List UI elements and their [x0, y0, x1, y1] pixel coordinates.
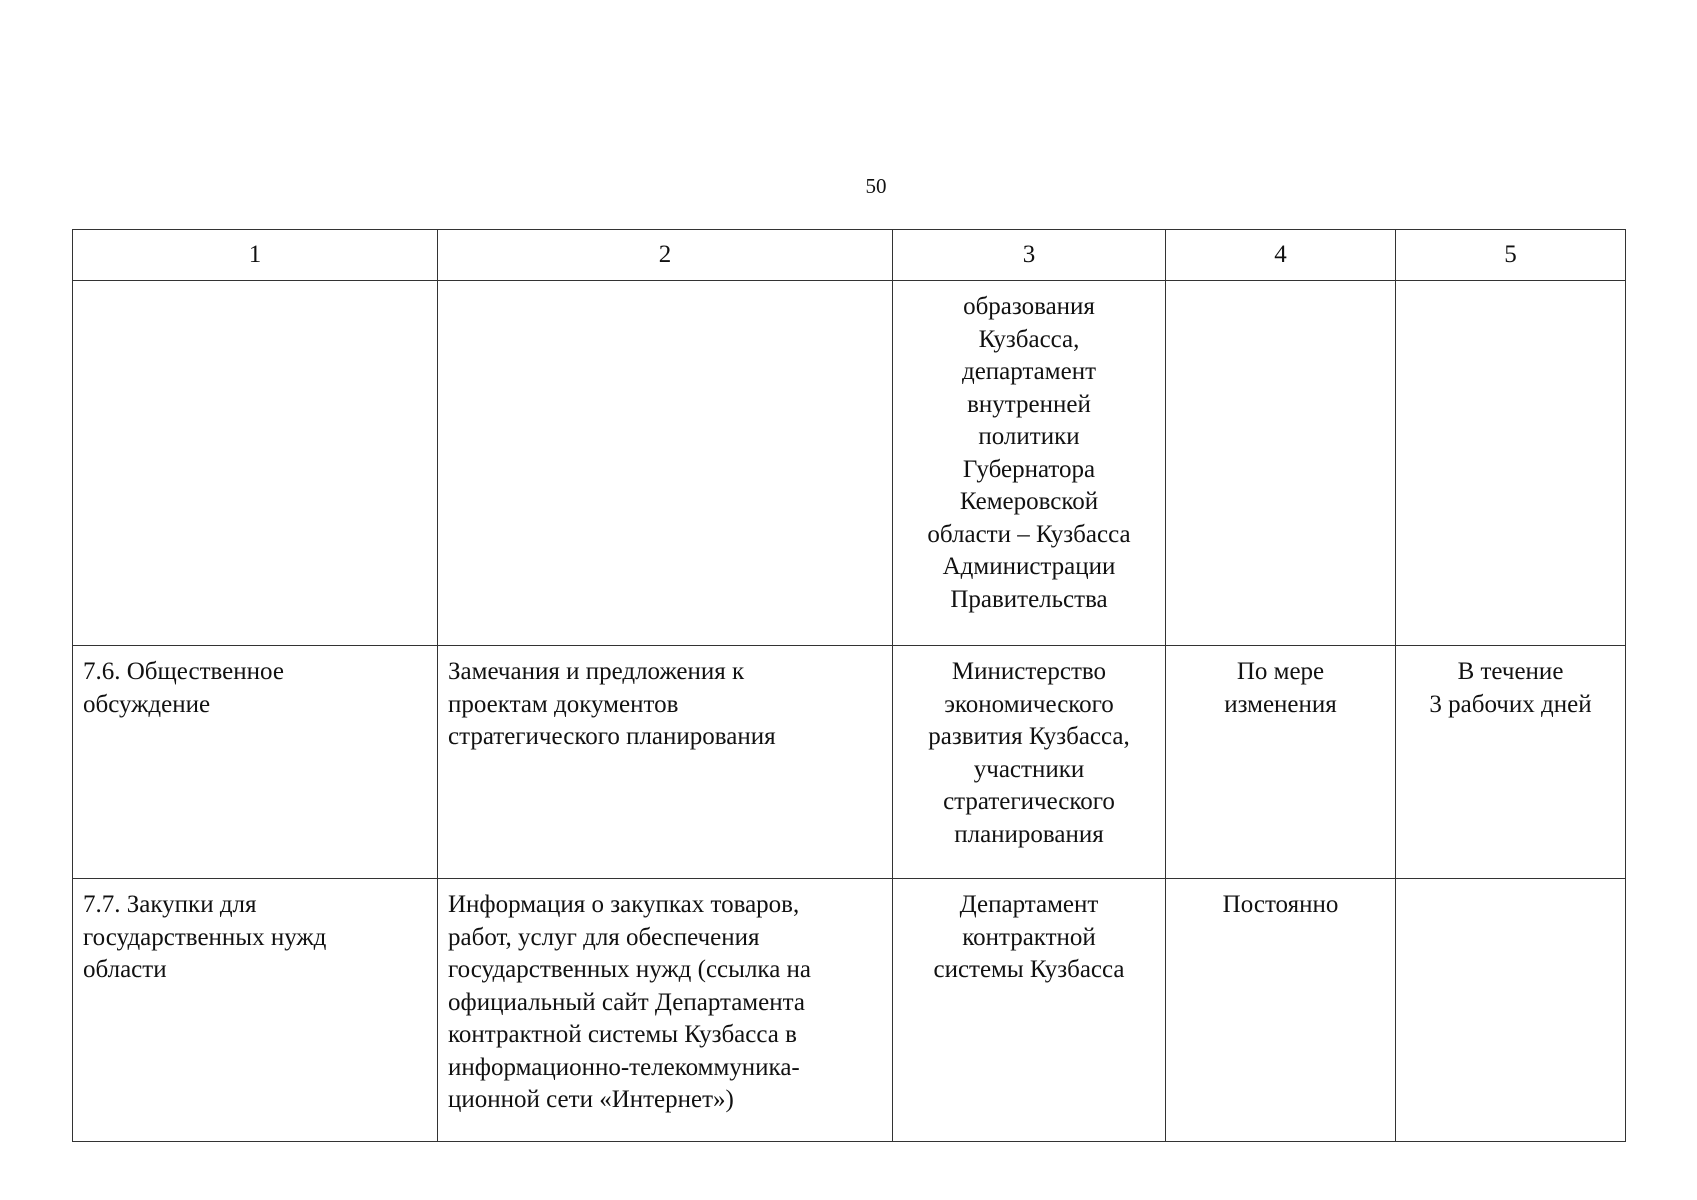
- column-header: 4: [1166, 230, 1396, 281]
- cell-text-line: Замечания и предложения к: [448, 658, 745, 685]
- column-header: 5: [1396, 230, 1626, 281]
- cell-text-line: контрактной: [962, 923, 1096, 951]
- cell-text-line: системы Кузбасса: [933, 956, 1125, 983]
- table-row: [73, 646, 1626, 879]
- cell-text-line: стратегического планирования: [448, 723, 776, 750]
- cell-text-line: 3 рабочих дней: [1429, 690, 1592, 718]
- column-header: 3: [893, 230, 1166, 281]
- table-cell-col1: [73, 879, 438, 1142]
- cell-text-line: департамент: [961, 358, 1096, 385]
- cell-text-line: области – Кузбасса: [927, 520, 1131, 548]
- cell-text-line: развития Кузбасса,: [928, 723, 1130, 750]
- cell-text-line: контрактной системы Кузбасса в: [448, 1021, 797, 1048]
- cell-text-line: Администрации: [942, 553, 1116, 580]
- cell-text-line: По мере: [1236, 658, 1325, 685]
- column-header: 1: [73, 230, 438, 281]
- table-cell-col2: [438, 879, 893, 1142]
- table-row: [73, 879, 1626, 1142]
- cell-text-line: официальный сайт Департамента: [448, 988, 805, 1016]
- cell-text-line: Департамент: [959, 891, 1099, 918]
- cell-text-line: политики: [978, 423, 1080, 450]
- cell-text-line: Информация о закупках товаров,: [448, 891, 800, 918]
- table-cell-col2: [438, 281, 893, 646]
- cell-text-line: государственных нужд: [83, 923, 327, 951]
- table-cell-col4: [1166, 879, 1396, 1142]
- cell-text-line: участники: [973, 755, 1085, 783]
- table-cell-col3: [893, 879, 1166, 1142]
- cell-text-line: 7.6. Общественное: [83, 658, 284, 685]
- table-cell-col3: [893, 281, 1166, 646]
- cell-text-line: экономического: [944, 690, 1114, 718]
- cell-text-line: 7.7. Закупки для: [83, 891, 257, 918]
- table-cell-col4: [1166, 646, 1396, 879]
- cell-text-line: В течение: [1457, 658, 1564, 685]
- cell-text-line: внутренней: [967, 390, 1091, 418]
- cell-text-line: Губернатора: [962, 455, 1096, 483]
- cell-text-line: работ, услуг для обеспечения: [448, 923, 760, 951]
- cell-text-line: планирования: [954, 820, 1104, 848]
- table-row: [73, 281, 1626, 646]
- document-table: [72, 229, 1626, 1142]
- cell-text-line: образования: [963, 293, 1095, 320]
- cell-text-line: ционной сети «Интернет»): [448, 1086, 734, 1113]
- cell-text-line: проектам документов: [448, 690, 679, 718]
- cell-text-line: Кемеровской: [959, 488, 1099, 515]
- table-cell-col5: [1396, 879, 1626, 1142]
- column-header: 2: [438, 230, 893, 281]
- table-cell-col3: [893, 646, 1166, 879]
- cell-text-line: обсуждение: [83, 690, 211, 718]
- cell-text-line: Правительства: [950, 585, 1108, 613]
- cell-text-line: изменения: [1224, 690, 1337, 718]
- page-number: 50: [865, 174, 887, 198]
- cell-text-line: стратегического: [943, 788, 1115, 815]
- cell-text-line: Постоянно: [1222, 891, 1339, 918]
- cell-text-line: информационно-телекоммуника-: [448, 1053, 800, 1081]
- table-cell-col5: [1396, 646, 1626, 879]
- table-cell-col4: [1166, 281, 1396, 646]
- cell-text-line: области: [83, 956, 167, 983]
- table-header-row: [73, 230, 1626, 281]
- table-cell-col5: [1396, 281, 1626, 646]
- table-cell-col1: [73, 281, 438, 646]
- cell-text-line: Кузбасса,: [978, 325, 1080, 353]
- table-cell-col1: [73, 646, 438, 879]
- cell-text-line: государственных нужд (ссылка на: [448, 956, 812, 983]
- cell-text-line: Министерство: [951, 658, 1107, 685]
- table-cell-col2: [438, 646, 893, 879]
